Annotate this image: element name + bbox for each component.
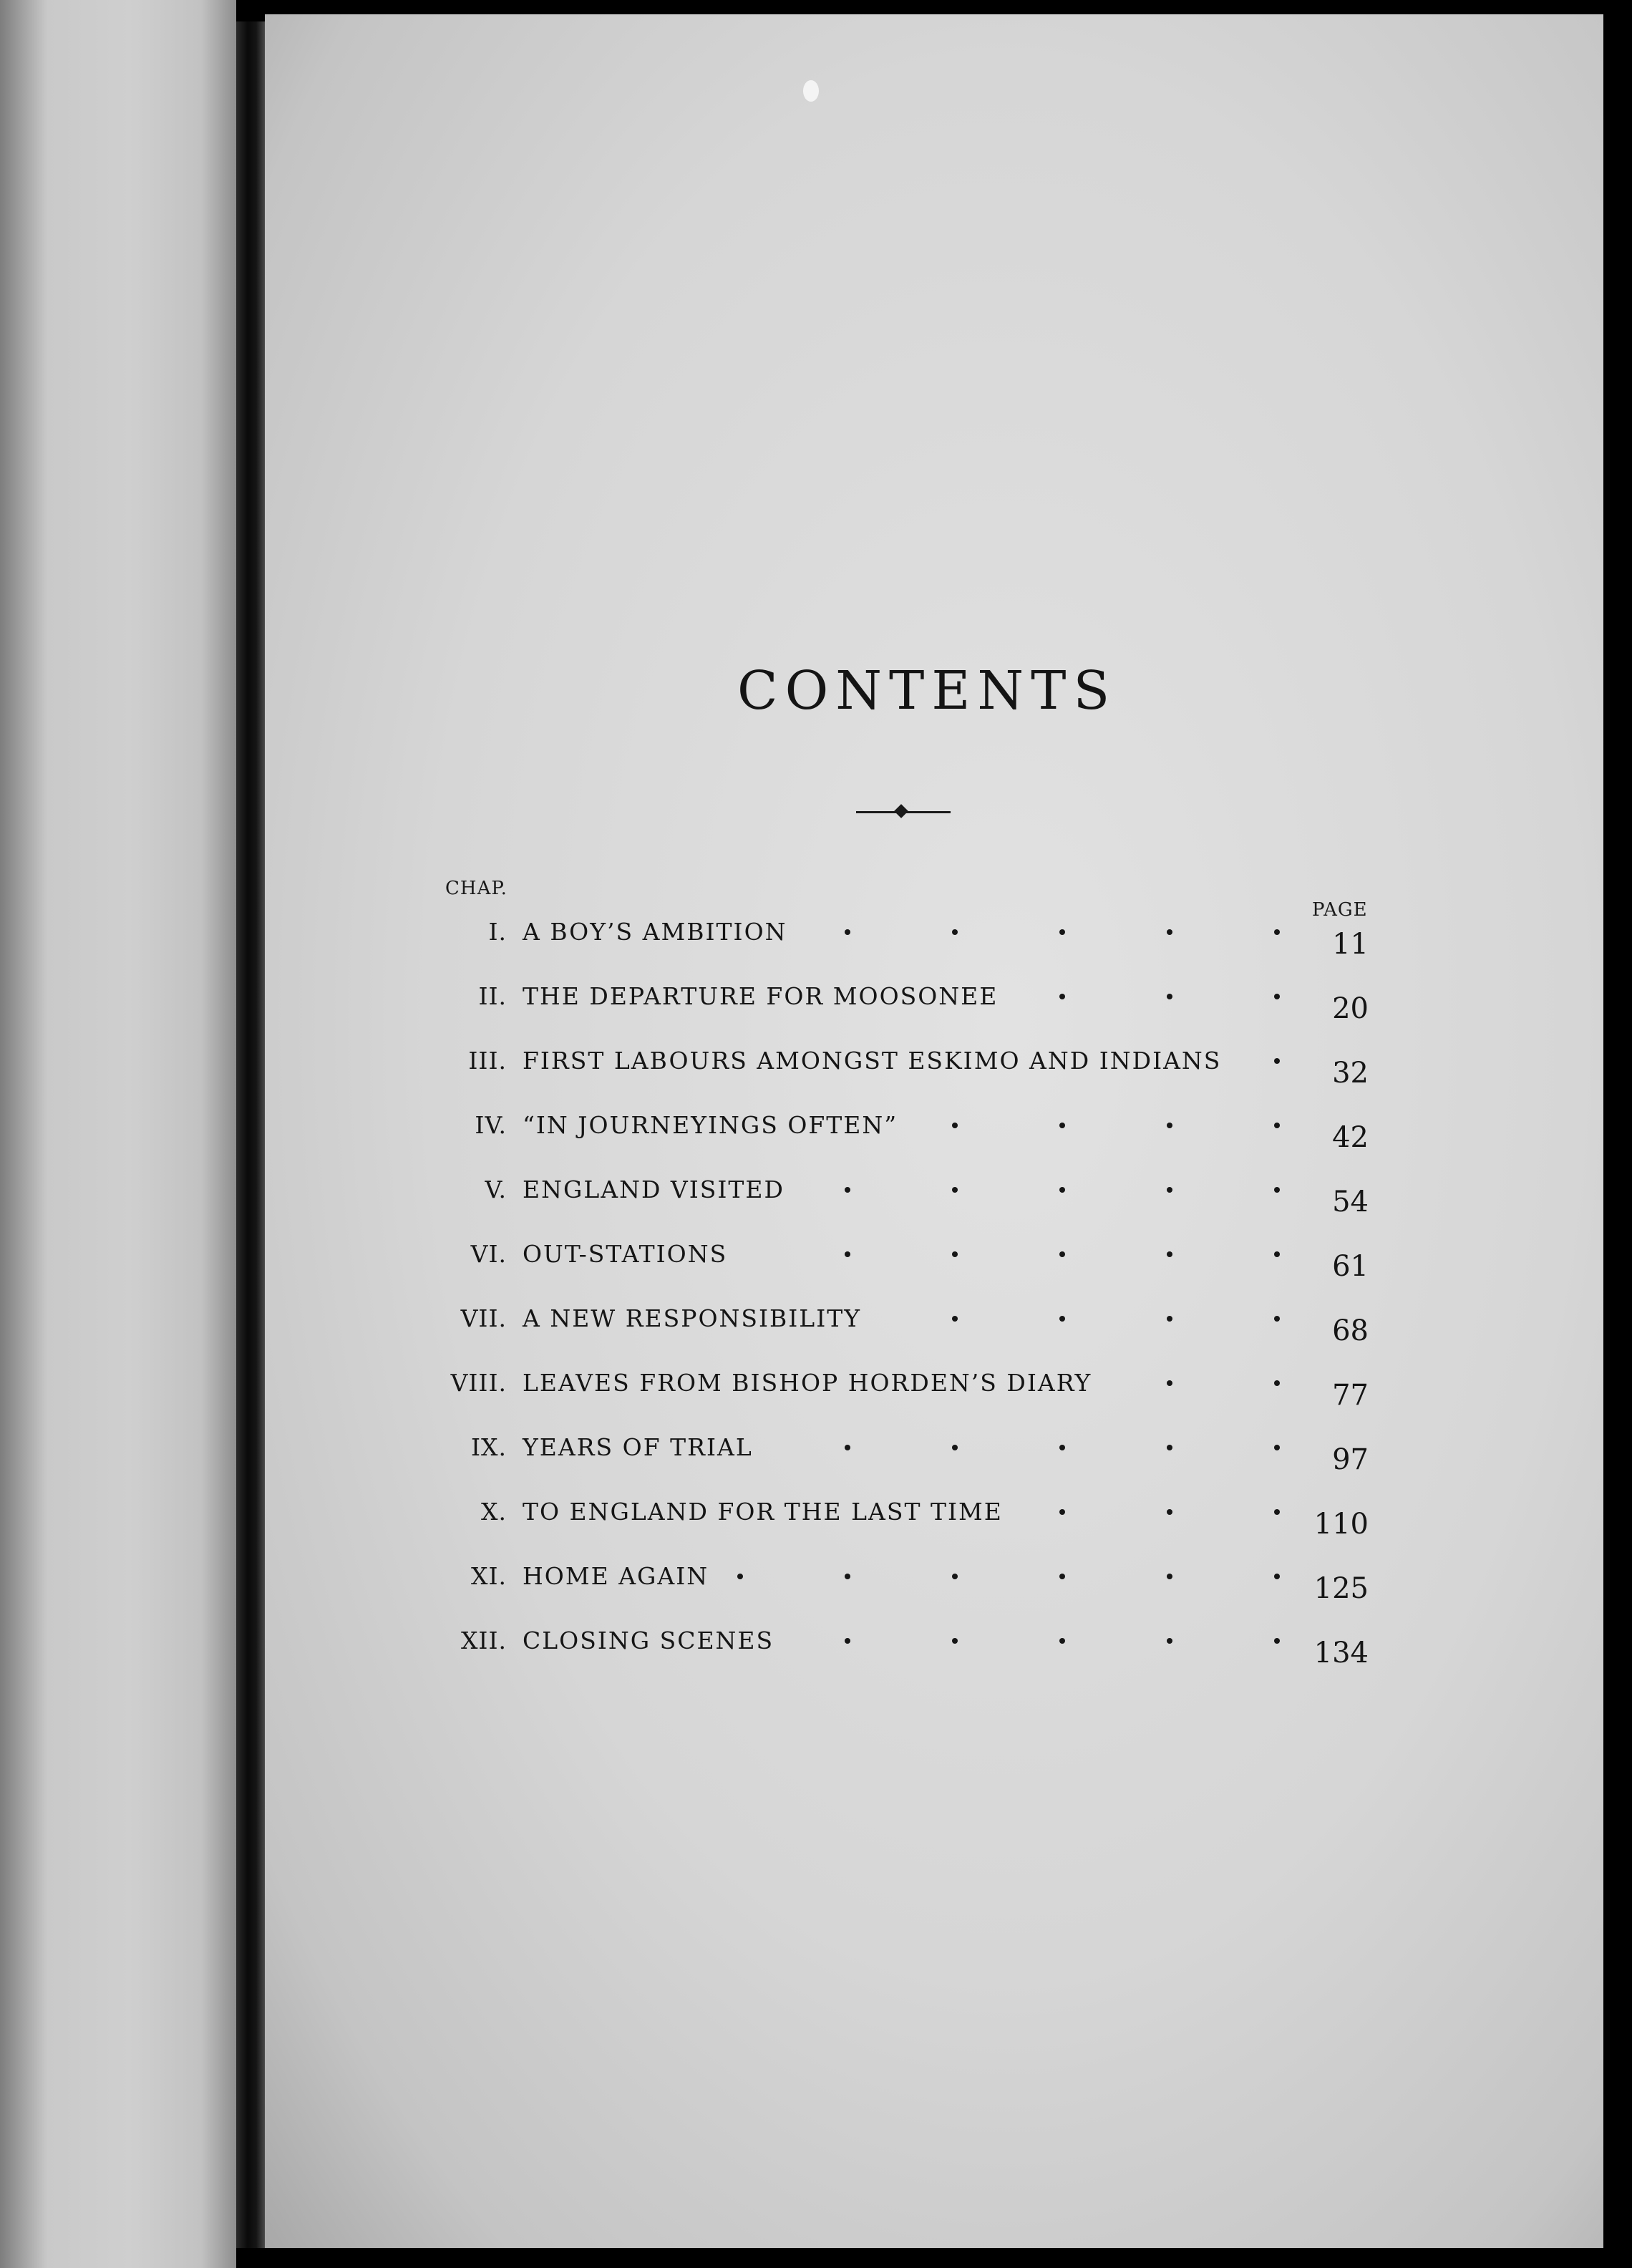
dot-leader — [0, 929, 1632, 944]
leader-dot — [1274, 1123, 1280, 1128]
leader-dot — [1167, 994, 1172, 999]
chapter-title: FIRST LABOURS AMONGST ESKIMO AND INDIANS — [523, 1047, 1222, 1075]
toc-entry[interactable] — [0, 1111, 1632, 1161]
page-column-header: PAGE — [1312, 899, 1368, 921]
chapter-title: ENGLAND VISITED — [523, 1176, 785, 1203]
chapter-number: II. — [478, 982, 507, 1010]
toc-entry[interactable] — [0, 1498, 1632, 1548]
leader-dot — [1059, 1638, 1065, 1644]
chapter-title: YEARS OF TRIAL — [523, 1433, 753, 1461]
chapter-number: VII. — [460, 1304, 507, 1332]
leader-dot — [1274, 1058, 1280, 1064]
leader-dot — [1274, 1638, 1280, 1644]
leader-dot — [952, 1445, 958, 1450]
page-number: 20 — [1332, 992, 1369, 1025]
leader-dot — [1059, 1574, 1065, 1579]
chapter-number: IX. — [470, 1433, 507, 1461]
chapter-number: IV. — [475, 1111, 507, 1139]
chapter-number: VI. — [470, 1240, 507, 1268]
leader-dot — [1274, 1574, 1280, 1579]
leader-dot — [1167, 929, 1172, 935]
chapter-title: THE DEPARTURE FOR MOOSONEE — [523, 982, 999, 1010]
toc-entry[interactable] — [0, 1627, 1632, 1677]
page-number: 134 — [1313, 1637, 1369, 1670]
dot-leader — [0, 1251, 1632, 1266]
leader-dot — [1274, 1509, 1280, 1515]
leader-dot — [737, 1574, 743, 1579]
leader-dot — [845, 1445, 850, 1450]
leader-dot — [1274, 1380, 1280, 1386]
leader-dot — [1167, 1509, 1172, 1515]
leader-dot — [845, 1187, 850, 1193]
leader-dot — [952, 1187, 958, 1193]
leader-dot — [1059, 1509, 1065, 1515]
page-number: 32 — [1332, 1057, 1369, 1090]
toc-entry[interactable] — [0, 918, 1632, 968]
page-number: 11 — [1332, 928, 1369, 961]
chapter-number: III. — [468, 1047, 507, 1075]
leader-dot — [1167, 1187, 1172, 1193]
leader-dot — [1274, 994, 1280, 999]
dot-leader — [0, 1123, 1632, 1137]
chapter-title: A NEW RESPONSIBILITY — [523, 1304, 862, 1332]
dot-leader — [0, 1445, 1632, 1459]
page-title: CONTENTS — [737, 660, 1117, 722]
page-number: 68 — [1332, 1314, 1369, 1347]
leader-dot — [1274, 1187, 1280, 1193]
chapter-number: V. — [485, 1176, 507, 1203]
page-number: 110 — [1313, 1508, 1369, 1541]
toc-entry[interactable] — [0, 1304, 1632, 1354]
dot-leader — [0, 994, 1632, 1008]
leader-dot — [952, 929, 958, 935]
dot-leader — [0, 1316, 1632, 1330]
toc-entry[interactable] — [0, 1047, 1632, 1097]
dot-leader — [0, 1638, 1632, 1652]
page-number: 61 — [1332, 1250, 1369, 1283]
chapter-number: VIII. — [450, 1369, 507, 1397]
leader-dot — [952, 1251, 958, 1257]
page-number: 42 — [1332, 1121, 1369, 1154]
leader-dot — [1059, 1445, 1065, 1450]
chapter-title: HOME AGAIN — [523, 1562, 709, 1590]
leader-dot — [845, 1574, 850, 1579]
leader-dot — [952, 1316, 958, 1322]
toc-entry[interactable] — [0, 1562, 1632, 1612]
leader-dot — [952, 1638, 958, 1644]
leader-dot — [1167, 1445, 1172, 1450]
leader-dot — [952, 1574, 958, 1579]
leader-dot — [1059, 994, 1065, 999]
leader-dot — [1274, 1316, 1280, 1322]
page-number: 125 — [1313, 1572, 1369, 1605]
dot-leader — [0, 1380, 1632, 1395]
leader-dot — [1167, 1251, 1172, 1257]
leader-dot — [1167, 1123, 1172, 1128]
toc-entry[interactable] — [0, 982, 1632, 1032]
leader-dot — [845, 1251, 850, 1257]
dot-leader — [0, 1058, 1632, 1072]
chapter-number: I. — [488, 918, 507, 946]
chapter-number: X. — [481, 1498, 507, 1526]
chapter-title: LEAVES FROM BISHOP HORDEN’S DIARY — [523, 1369, 1092, 1397]
chapter-title: “IN JOURNEYINGS OFTEN” — [523, 1111, 898, 1139]
dot-leader — [0, 1509, 1632, 1523]
leader-dot — [1167, 1574, 1172, 1579]
chapter-column-header: CHAP. — [445, 878, 507, 899]
chapter-number: XI. — [470, 1562, 507, 1590]
dot-leader — [0, 1574, 1632, 1588]
leader-dot — [1167, 1380, 1172, 1386]
leader-dot — [952, 1123, 958, 1128]
page-number: 77 — [1332, 1379, 1369, 1412]
toc-entry[interactable] — [0, 1369, 1632, 1419]
leader-dot — [1059, 1123, 1065, 1128]
chapter-title: A BOY’S AMBITION — [523, 918, 787, 946]
leader-dot — [1059, 1187, 1065, 1193]
leader-dot — [1167, 1638, 1172, 1644]
leader-dot — [1274, 929, 1280, 935]
chapter-title: OUT-STATIONS — [523, 1240, 728, 1268]
page-number: 97 — [1332, 1443, 1369, 1476]
chapter-title: CLOSING SCENES — [523, 1627, 774, 1654]
toc-entry[interactable] — [0, 1240, 1632, 1290]
toc-entry[interactable] — [0, 1433, 1632, 1483]
leader-dot — [1167, 1316, 1172, 1322]
page-number: 54 — [1332, 1186, 1369, 1218]
chapter-title: TO ENGLAND FOR THE LAST TIME — [523, 1498, 1003, 1526]
chapter-number: XII. — [460, 1627, 507, 1654]
leader-dot — [1059, 1316, 1065, 1322]
leader-dot — [1274, 1251, 1280, 1257]
leader-dot — [1274, 1445, 1280, 1450]
toc-entry[interactable] — [0, 1176, 1632, 1226]
leader-dot — [1059, 929, 1065, 935]
leader-dot — [845, 929, 850, 935]
leader-dot — [845, 1638, 850, 1644]
dot-leader — [0, 1187, 1632, 1201]
leader-dot — [1059, 1251, 1065, 1257]
